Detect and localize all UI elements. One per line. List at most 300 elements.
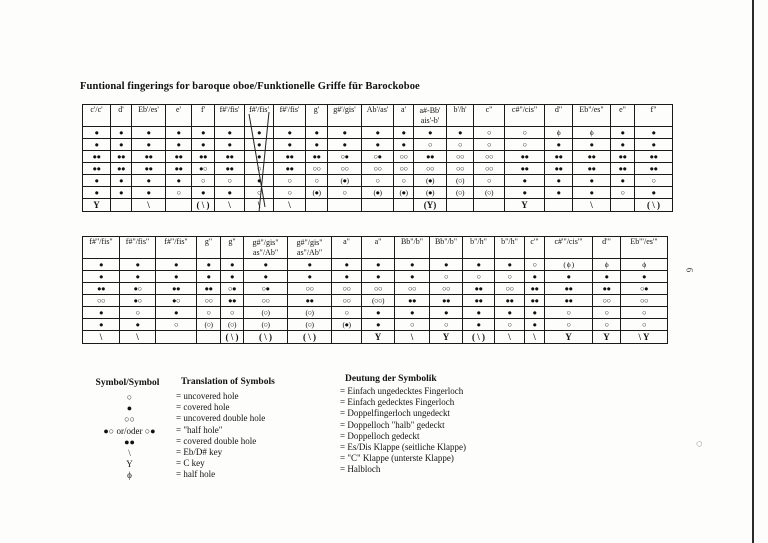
- hole-cell: ●: [635, 187, 673, 199]
- hole-cell: ●: [83, 307, 120, 319]
- hole-cell: ○●: [621, 283, 668, 295]
- header-cell: d': [111, 105, 132, 127]
- header-cell: Eb'"/es'": [621, 237, 668, 259]
- legend-translations: [176, 377, 326, 481]
- hole-cell: ●●: [132, 163, 166, 175]
- fingering-row: [83, 259, 668, 271]
- hole-cell: ○: [525, 259, 545, 271]
- hole-cell: ●: [274, 139, 306, 151]
- hole-cell: ○○: [244, 295, 288, 307]
- hole-cell: ●: [306, 139, 328, 151]
- hole-cell: ●: [430, 259, 463, 271]
- hole-cell: ●: [495, 259, 525, 271]
- fingering-table-2: [82, 236, 668, 344]
- key-cell: Y: [83, 199, 111, 212]
- hole-cell: ○: [621, 307, 668, 319]
- hole-cell: ●●: [306, 151, 328, 163]
- legend-translation: = C key: [176, 458, 205, 469]
- header-cell: f#'/fis': [245, 105, 274, 127]
- hole-cell: ●○: [156, 295, 197, 307]
- hole-cell: ●●: [414, 151, 447, 163]
- legend-symbol: Y: [126, 459, 133, 470]
- hole-cell: (●): [362, 187, 394, 199]
- hole-cell: (○): [221, 319, 244, 331]
- key-cell: \: [245, 199, 274, 212]
- hole-cell: ○○: [83, 295, 120, 307]
- header-cell: g': [306, 105, 328, 127]
- hole-cell: ●: [447, 127, 474, 139]
- legend-symbol: ●: [126, 403, 133, 414]
- hole-cell: ●: [332, 271, 362, 283]
- hole-cell: ●●: [111, 163, 132, 175]
- hole-cell: ●: [111, 127, 132, 139]
- hole-cell: ●○: [120, 283, 156, 295]
- header-cell: g#'/gis': [328, 105, 362, 127]
- hole-cell: (●): [328, 175, 362, 187]
- hole-cell: ●: [525, 319, 545, 331]
- hole-cell: ●●: [611, 151, 635, 163]
- hole-cell: ○: [120, 307, 156, 319]
- hole-cell: ●: [288, 271, 332, 283]
- hole-cell: ○●: [328, 151, 362, 163]
- header-cell: f": [635, 105, 673, 127]
- hole-cell: ○: [474, 139, 505, 151]
- key-cell: \: [83, 331, 120, 344]
- hole-cell: ○○: [394, 151, 414, 163]
- hole-cell: ○○: [306, 163, 328, 175]
- hole-cell: ○: [474, 175, 505, 187]
- header-cell: g": [197, 237, 221, 259]
- hole-cell: ○: [215, 175, 245, 187]
- hole-cell: ○: [505, 127, 545, 139]
- hole-cell: ●: [215, 139, 245, 151]
- hole-cell: ○: [221, 307, 244, 319]
- hole-cell: ●●: [166, 151, 192, 163]
- key-cell: Y: [545, 331, 593, 344]
- page-edge-line: [752, 0, 754, 543]
- hole-cell: (○): [474, 187, 505, 199]
- hole-cell: ●: [505, 187, 545, 199]
- hole-cell: ○: [362, 175, 394, 187]
- hole-cell: ●●: [221, 295, 244, 307]
- key-cell: \: [274, 199, 306, 212]
- fingering-row: [83, 151, 673, 163]
- hole-cell: ○: [474, 127, 505, 139]
- header-cell: c#"/cis": [505, 105, 545, 127]
- hole-cell: ●: [120, 271, 156, 283]
- hole-cell: ●●: [463, 295, 495, 307]
- hole-cell: ●: [306, 127, 328, 139]
- header-cell: Bb"/b": [395, 237, 430, 259]
- legend-symbol: ○○: [124, 414, 135, 425]
- hole-cell: ○: [395, 319, 430, 331]
- hole-cell: ●: [621, 271, 668, 283]
- hole-cell: ○○: [495, 283, 525, 295]
- key-cell: \: [495, 331, 525, 344]
- fingering-row: [83, 283, 668, 295]
- hole-cell: ●: [395, 307, 430, 319]
- hole-cell: (●): [414, 187, 447, 199]
- hole-cell: ●●: [573, 151, 611, 163]
- legend-translation: = half hole: [176, 469, 216, 480]
- legend-deutung-line: = Doppelloch gedeckt: [340, 430, 420, 441]
- header-cell: c#'"/cis'": [545, 237, 593, 259]
- key-cell: ( \ ): [635, 199, 673, 212]
- hole-cell: (○): [447, 187, 474, 199]
- hole-cell: ○○: [332, 283, 362, 295]
- fingering-row: [83, 199, 673, 212]
- hole-cell: ●●: [545, 151, 573, 163]
- hole-cell: (●): [394, 187, 414, 199]
- hole-cell: ●: [192, 127, 215, 139]
- key-cell: ( \ ): [192, 199, 215, 212]
- fingering-row: [83, 187, 673, 199]
- hole-cell: ●●: [545, 283, 593, 295]
- hole-cell: ●: [394, 127, 414, 139]
- key-cell: \: [525, 331, 545, 344]
- hole-cell: ●: [414, 127, 447, 139]
- header-cell: Eb"/es": [573, 105, 611, 127]
- hole-cell: ○: [635, 175, 673, 187]
- fingering-row: [83, 175, 673, 187]
- hole-cell: ●: [463, 319, 495, 331]
- hole-cell: ●: [463, 259, 495, 271]
- fingering-row: [83, 319, 668, 331]
- hole-cell: ○○: [474, 163, 505, 175]
- hole-cell: ○: [414, 139, 447, 151]
- hole-cell: ○: [245, 187, 274, 199]
- hole-cell: ●: [132, 127, 166, 139]
- hole-cell: ○○: [394, 163, 414, 175]
- hole-cell: ●○: [120, 295, 156, 307]
- hole-cell: ○●: [362, 151, 394, 163]
- key-cell: [332, 331, 362, 344]
- header-cell: a": [362, 237, 395, 259]
- hole-cell: ●: [83, 259, 120, 271]
- key-cell: ( \ ): [463, 331, 495, 344]
- hole-cell: ●: [395, 259, 430, 271]
- hole-cell: (○): [288, 319, 332, 331]
- hole-cell: ●: [192, 139, 215, 151]
- hole-cell: ●: [111, 175, 132, 187]
- legend-symbols: [82, 378, 177, 482]
- legend-symbol: \: [128, 447, 131, 458]
- legend-symbol: ϕ: [127, 470, 132, 481]
- hole-cell: ○: [495, 319, 525, 331]
- header-cell: f': [192, 105, 215, 127]
- hole-cell: ○○: [362, 163, 394, 175]
- hole-cell: ●●: [545, 295, 593, 307]
- hole-cell: ●: [545, 175, 573, 187]
- hole-cell: ○●: [244, 283, 288, 295]
- header-cell: g#"/gis" as"/Ab": [244, 237, 288, 259]
- hole-cell: ●: [245, 175, 274, 187]
- hole-cell: ○: [621, 319, 668, 331]
- hole-cell: ●●: [274, 151, 306, 163]
- hole-cell: ●: [244, 259, 288, 271]
- legend-translation: = uncovered hole: [176, 391, 239, 401]
- hole-cell: ○: [274, 187, 306, 199]
- key-cell: [362, 199, 394, 212]
- hole-cell: ●●: [395, 295, 430, 307]
- hole-cell: ●: [573, 175, 611, 187]
- hole-cell: ●: [156, 271, 197, 283]
- margin-mark-circle: ◌: [696, 438, 703, 450]
- hole-cell: ○: [394, 175, 414, 187]
- hole-cell: ○: [505, 139, 545, 151]
- hole-cell: ●: [395, 271, 430, 283]
- key-cell: [328, 199, 362, 212]
- header-cell: a": [332, 237, 362, 259]
- page-title: Funtional fingerings for baroque oboe/Funktionelle Griffe für Barockoboe: [80, 81, 420, 92]
- key-cell: [111, 199, 132, 212]
- hole-cell: ○: [545, 319, 593, 331]
- key-cell: \: [573, 199, 611, 212]
- hole-cell: ●●: [288, 295, 332, 307]
- hole-cell: ●: [83, 319, 120, 331]
- hole-cell: ●●: [611, 163, 635, 175]
- hole-cell: ●: [328, 139, 362, 151]
- hole-cell: ●●: [525, 283, 545, 295]
- hole-cell: ●: [83, 187, 111, 199]
- hole-cell: ○: [156, 319, 197, 331]
- hole-cell: ●: [525, 307, 545, 319]
- hole-cell: ϕ: [545, 127, 573, 139]
- hole-cell: ●: [635, 139, 673, 151]
- hole-cell: ○○: [414, 163, 447, 175]
- header-cell: e": [611, 105, 635, 127]
- hole-cell: ○: [430, 271, 463, 283]
- key-cell: [447, 199, 474, 212]
- hole-cell: ●: [525, 271, 545, 283]
- header-cell: a#-Bb' ais'-b': [414, 105, 447, 127]
- key-cell: Y: [593, 331, 621, 344]
- hole-cell: ●: [215, 187, 245, 199]
- hole-cell: ●: [215, 127, 245, 139]
- key-cell: [474, 199, 505, 212]
- hole-cell: ○: [611, 187, 635, 199]
- hole-cell: ●: [156, 307, 197, 319]
- hole-cell: ●○: [192, 163, 215, 175]
- header-cell: b"/h": [495, 237, 525, 259]
- key-cell: ( \ ): [288, 331, 332, 344]
- hole-cell: ●: [156, 259, 197, 271]
- hole-cell: ( ϕ ): [545, 259, 593, 271]
- header-cell: c": [474, 105, 505, 127]
- hole-cell: ●: [83, 271, 120, 283]
- hole-cell: ϕ: [573, 127, 611, 139]
- hole-cell: ●: [611, 127, 635, 139]
- hole-cell: ●: [245, 151, 274, 163]
- hole-cell: ●: [505, 175, 545, 187]
- header-cell: g#"/gis" as"/Ab": [288, 237, 332, 259]
- legend-deutung-line: = "C" Klappe (unterste Klappe): [340, 453, 454, 464]
- key-cell: Y: [430, 331, 463, 344]
- header-cell: a': [394, 105, 414, 127]
- legend-deutung-line: = Es/Dis Klappe (seitliche Klappe): [340, 441, 467, 452]
- hole-cell: ○: [593, 319, 621, 331]
- hole-cell: ●: [197, 259, 221, 271]
- fingering-row: [83, 295, 668, 307]
- hole-cell: ●: [545, 271, 593, 283]
- hole-cell: ●: [166, 139, 192, 151]
- legend-translation-header: Translation of Symbols: [181, 377, 275, 387]
- key-cell: \: [395, 331, 430, 344]
- hole-cell: ○○: [332, 295, 362, 307]
- header-cell: b'/h': [447, 105, 474, 127]
- hole-cell: ●●: [525, 295, 545, 307]
- header-cell: f#"/fis": [83, 237, 120, 259]
- hole-cell: (○): [197, 319, 221, 331]
- key-cell: \: [120, 331, 156, 344]
- key-cell: Y: [505, 199, 545, 212]
- hole-cell: ●●: [274, 163, 306, 175]
- hole-cell: ●●: [83, 163, 111, 175]
- margin-mark-number: 6: [684, 267, 695, 273]
- hole-cell: ●: [545, 139, 573, 151]
- hole-cell: ●●: [197, 283, 221, 295]
- legend-deutung-line: = Doppelloch "halb" gedeckt: [340, 419, 445, 430]
- hole-cell: ○○: [593, 295, 621, 307]
- header-cell: Bb"/b": [430, 237, 463, 259]
- hole-cell: ●●: [505, 163, 545, 175]
- hole-cell: ●: [430, 307, 463, 319]
- hole-cell: ●●: [545, 163, 573, 175]
- key-cell: [611, 199, 635, 212]
- hole-cell: ○: [332, 307, 362, 319]
- hole-cell: ●: [362, 139, 394, 151]
- legend-deutung-line: = Einfach gedecktes Fingerloch: [340, 397, 455, 408]
- hole-cell: ●●: [111, 151, 132, 163]
- hole-cell: ●●: [430, 295, 463, 307]
- key-cell: [197, 331, 221, 344]
- legend-deutung-line: = Einfach ungedecktes Fingerloch: [340, 386, 464, 396]
- hole-cell: ○: [328, 187, 362, 199]
- hole-cell: (○): [244, 319, 288, 331]
- hole-cell: ●: [362, 127, 394, 139]
- hole-cell: ●●: [635, 151, 673, 163]
- hole-cell: ●●: [573, 163, 611, 175]
- hole-cell: ●●: [215, 163, 245, 175]
- key-cell: \ Y: [621, 331, 668, 344]
- header-cell: f#"/fis": [156, 237, 197, 259]
- hole-cell: ●●: [463, 283, 495, 295]
- header-cell: Eb'/es': [132, 105, 166, 127]
- hole-cell: ●: [132, 175, 166, 187]
- hole-cell: ●: [362, 307, 395, 319]
- hole-cell: ○: [593, 307, 621, 319]
- hole-cell: ○○: [395, 283, 430, 295]
- hole-cell: ●: [274, 127, 306, 139]
- hole-cell: ●: [132, 187, 166, 199]
- fingering-row: [83, 307, 668, 319]
- key-cell: ( \ ): [244, 331, 288, 344]
- hole-cell: ○: [545, 307, 593, 319]
- hole-cell: ●: [245, 139, 274, 151]
- hole-cell: ●: [221, 259, 244, 271]
- legend-translation: = uncovered double hole: [176, 413, 266, 424]
- hole-cell: ●: [611, 139, 635, 151]
- legend-symbol-header: Symbol/Symbol: [95, 378, 160, 388]
- fingering-row: [83, 127, 673, 139]
- header-cell: c'/c': [83, 105, 111, 127]
- fingering-row: [83, 331, 668, 344]
- hole-cell: ●: [166, 127, 192, 139]
- hole-cell: ●: [83, 175, 111, 187]
- hole-cell: ●: [197, 271, 221, 283]
- hole-cell: ●: [362, 319, 395, 331]
- hole-cell: ●: [192, 187, 215, 199]
- legend-translation: = "half hole": [176, 424, 223, 435]
- hole-cell: ●: [166, 175, 192, 187]
- header-cell: f#'/fis': [215, 105, 245, 127]
- hole-cell: ●●: [215, 151, 245, 163]
- hole-cell: ○○: [447, 151, 474, 163]
- header-cell: b"/h": [463, 237, 495, 259]
- hole-cell: ○○: [474, 151, 505, 163]
- hole-cell: ●●: [83, 151, 111, 163]
- hole-cell: ○○: [430, 283, 463, 295]
- header-cell: d'": [593, 237, 621, 259]
- key-cell: [394, 199, 414, 212]
- hole-cell: ●●: [635, 163, 673, 175]
- fingering-table-1: [82, 104, 673, 212]
- hole-cell: ●: [132, 139, 166, 151]
- hole-cell: ●●: [593, 283, 621, 295]
- hole-cell: ○: [274, 175, 306, 187]
- hole-cell: ●: [495, 307, 525, 319]
- hole-cell: (○○): [362, 295, 395, 307]
- hole-cell: (○): [288, 307, 332, 319]
- hole-cell: ●●: [132, 151, 166, 163]
- header-cell: f#"/fis": [120, 237, 156, 259]
- hole-cell: ϕ: [593, 259, 621, 271]
- legend-deutung-line: = Doppelfingerloch ungedeckt: [340, 408, 451, 419]
- hole-cell: ●: [463, 307, 495, 319]
- hole-cell: ●: [394, 139, 414, 151]
- hole-cell: ●: [328, 127, 362, 139]
- hole-cell: (●): [306, 187, 328, 199]
- hole-cell: ●: [611, 175, 635, 187]
- hole-cell: ○○: [328, 163, 362, 175]
- hole-cell: ○○: [362, 283, 395, 295]
- key-cell: [545, 199, 573, 212]
- key-cell: \: [132, 199, 166, 212]
- hole-cell: ●: [288, 259, 332, 271]
- legend-symbol: ○: [126, 392, 133, 402]
- hole-cell: (●): [332, 319, 362, 331]
- hole-cell: ●: [245, 127, 274, 139]
- legend-deutung: [340, 374, 540, 476]
- hole-cell: ●: [83, 127, 111, 139]
- hole-cell: ○: [306, 175, 328, 187]
- hole-cell: ●: [111, 139, 132, 151]
- hole-cell: ●: [545, 187, 573, 199]
- hole-cell: ○●: [221, 283, 244, 295]
- hole-cell: ●: [332, 259, 362, 271]
- hole-cell: ●●: [83, 283, 120, 295]
- hole-cell: ●●: [505, 151, 545, 163]
- key-cell: (Y): [414, 199, 447, 212]
- legend-symbol: ●○ or/oder ○●: [103, 425, 156, 436]
- key-cell: \: [215, 199, 245, 212]
- header-cell: c'": [525, 237, 545, 259]
- fingering-row: [83, 271, 668, 283]
- key-cell: [166, 199, 192, 212]
- hole-cell: ○: [495, 271, 525, 283]
- fingering-row: [83, 139, 673, 151]
- hole-cell: ○: [192, 175, 215, 187]
